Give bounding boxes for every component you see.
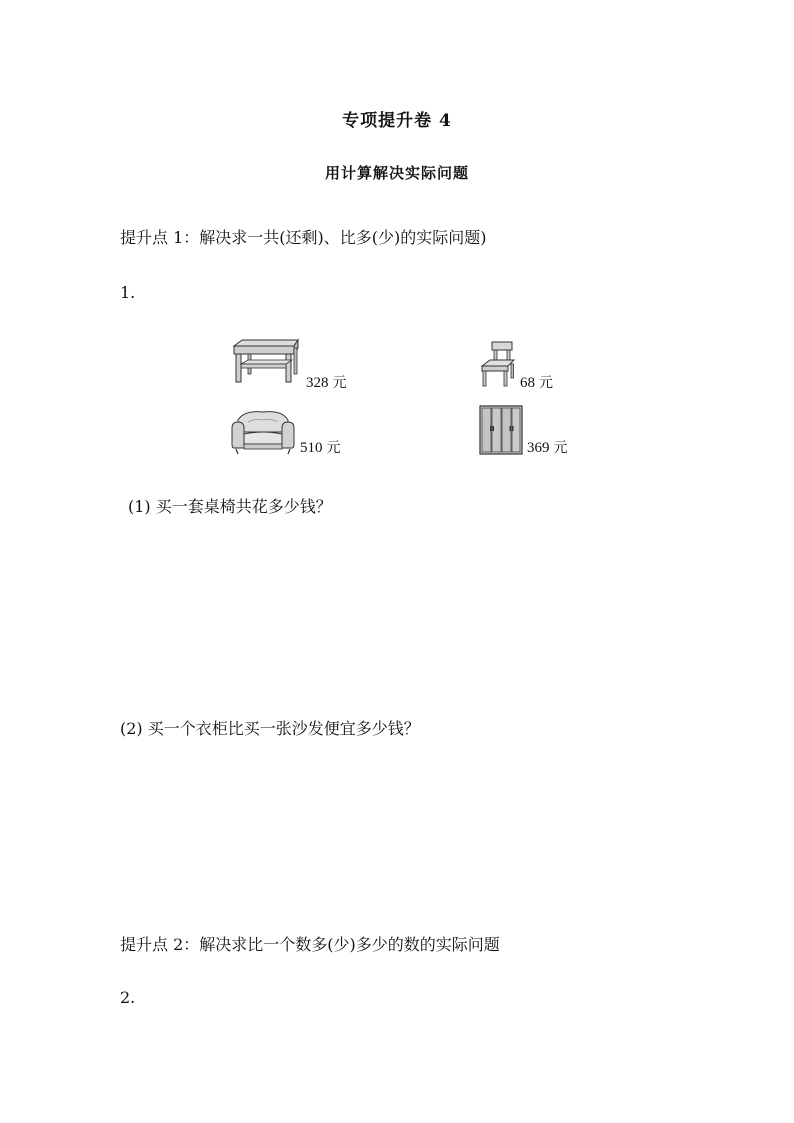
sub-question-1: (1) 买一套桌椅共花多少钱？ — [128, 497, 332, 516]
sub-question-2: (2) 买一个衣柜比买一张沙发便宜多少钱？ — [120, 719, 420, 738]
page-title: 专项提升卷 4 — [342, 111, 452, 131]
chair-price: 68 元 — [520, 375, 553, 391]
sofa-price: 510 元 — [300, 440, 341, 456]
question-1-number: 1. — [120, 283, 136, 302]
chair-icon — [478, 340, 518, 388]
section-1-heading: 提升点 1：解决求一共(还剩)、比多(少)的实际问题) — [120, 228, 487, 247]
table-icon — [228, 338, 300, 384]
wardrobe-icon — [478, 404, 524, 456]
section-2-heading: 提升点 2：解决求比一个数多(少)多少的数的实际问题 — [120, 935, 500, 954]
page-subtitle: 用计算解决实际问题 — [324, 164, 469, 182]
table-price: 328 元 — [306, 375, 347, 391]
wardrobe-price: 369 元 — [527, 440, 568, 456]
sofa-icon — [230, 408, 296, 456]
question-2-number: 2. — [120, 988, 136, 1007]
